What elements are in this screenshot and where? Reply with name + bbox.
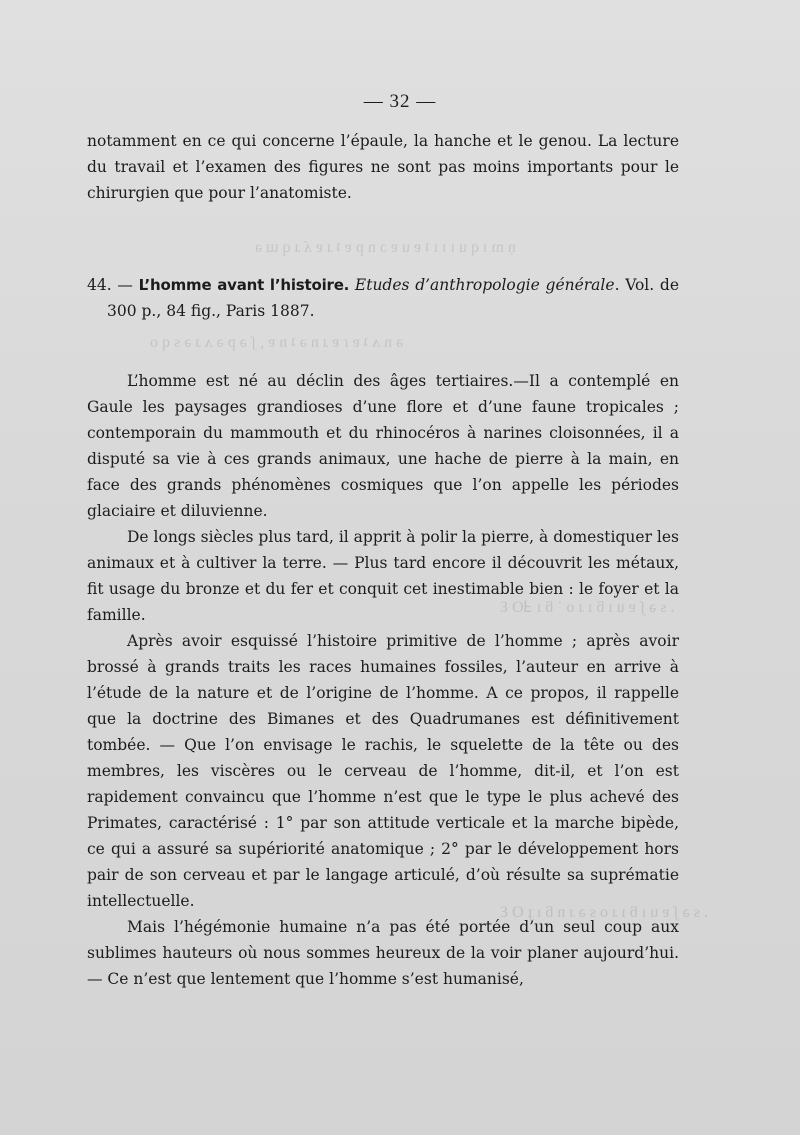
continued-paragraph bbox=[87, 128, 679, 206]
entry-subtitle: Etudes d’anthropologie générale bbox=[354, 276, 615, 294]
paragraph: notamment en ce qui concerne l’épaule, la hanche et le genou. La lecture du travail et l’examen des figures ne sont pas moins importants pour le chirurgien que pour l’anatomiste. bbox=[87, 132, 679, 202]
show-through-texture: . s ǝ ʃ ɐ u ı ƃ ı ɹ o s ǝ ɹ n ƃ ı ɟ O Ɛ bbox=[500, 904, 708, 921]
paragraph: De longs siècles plus tard, il apprit à polir la pierre, à domestiquer les animaux et à cultiver la terre. — Plus tard encore il découvrit les métaux, fit usage du bronze et du fer et conquit cet inestimable bien : le foyer et la famille. bbox=[87, 528, 679, 624]
paragraph: Après avoir esquissé l’histoire primitive de l’homme ; après avoir brossé à grands traits les races humaines fossiles, l’auteur en arrive à l’étude de la nature et de l’origine de l’homme. A ce propos, il rappelle que la doctrine des Bimanes et des Quadrumanes est définitivement tombée. — Que l’on envisage le rachis, le squelette de la tête ou des membres, les viscères ou le cerveau de l’homme, dit-il, et l’on est rapidement convaincu que l’homme n’est que le type le plus achevé des Primates, caractérisé : 1° par son attitude verticale et la marche bipède, ce qui a assuré sa supériorité anatomique ; 2° par le développement hors pair de son cerveau et par le langage articulé, d’où résulte sa suprématie intellectuelle. bbox=[87, 632, 679, 910]
entry-heading bbox=[87, 272, 679, 324]
show-through-texture: ǝ n ʌ ʇ ɐ ɾ ɐ ɹ n ǝ ʇ n ɐ , ʃ ǝ p ǝ ʌ ɹ ǝ s q o bbox=[150, 334, 404, 351]
entry-abstract bbox=[87, 368, 679, 992]
entry-number: 44. — bbox=[87, 276, 133, 294]
paragraph: Mais l’hégémonie humaine n’a pas été portée d’un seul coup aux sublimes hauteurs où nous sommes heureux de la voir planer aujourd’hui. — Ce n’est que lentement que l’homme s’est humanisé, bbox=[87, 918, 679, 988]
show-through-texture: ṇ m ɪ q u ɪ ɪ ı ʇ ɐ u ɐ ɔ n p ɐ ʇ ɹ ɐ ʎ ɹ q ɯ ǝ bbox=[255, 239, 516, 256]
page-number: — 32 — bbox=[363, 91, 437, 112]
entry-title: L’homme avant l’histoire. bbox=[138, 276, 350, 294]
bibliography-entry bbox=[87, 272, 679, 324]
entry-details: . Vol. de 300 p., 84 fig., Paris 1887. bbox=[107, 276, 679, 320]
paragraph: L’homme est né au déclin des âges tertiaires.—Il a contemplé en Gaule les paysages grandioses d’une flore et d’une faune tropicales ; contemporain du mammouth et du rhinocéros à narines cloisonnées, il a disputé sa vie à ces grands animaux, une hache de pierre à la main, en face des grands phénomènes cosmiques que l’on appelle les périodes glaciaire et diluvienne. bbox=[87, 372, 679, 520]
show-through-texture: . s ǝ ʃ ɐ u ı ƃ ı ɹ o ˙ ƃ ı ℲO Ɛ bbox=[500, 599, 675, 616]
